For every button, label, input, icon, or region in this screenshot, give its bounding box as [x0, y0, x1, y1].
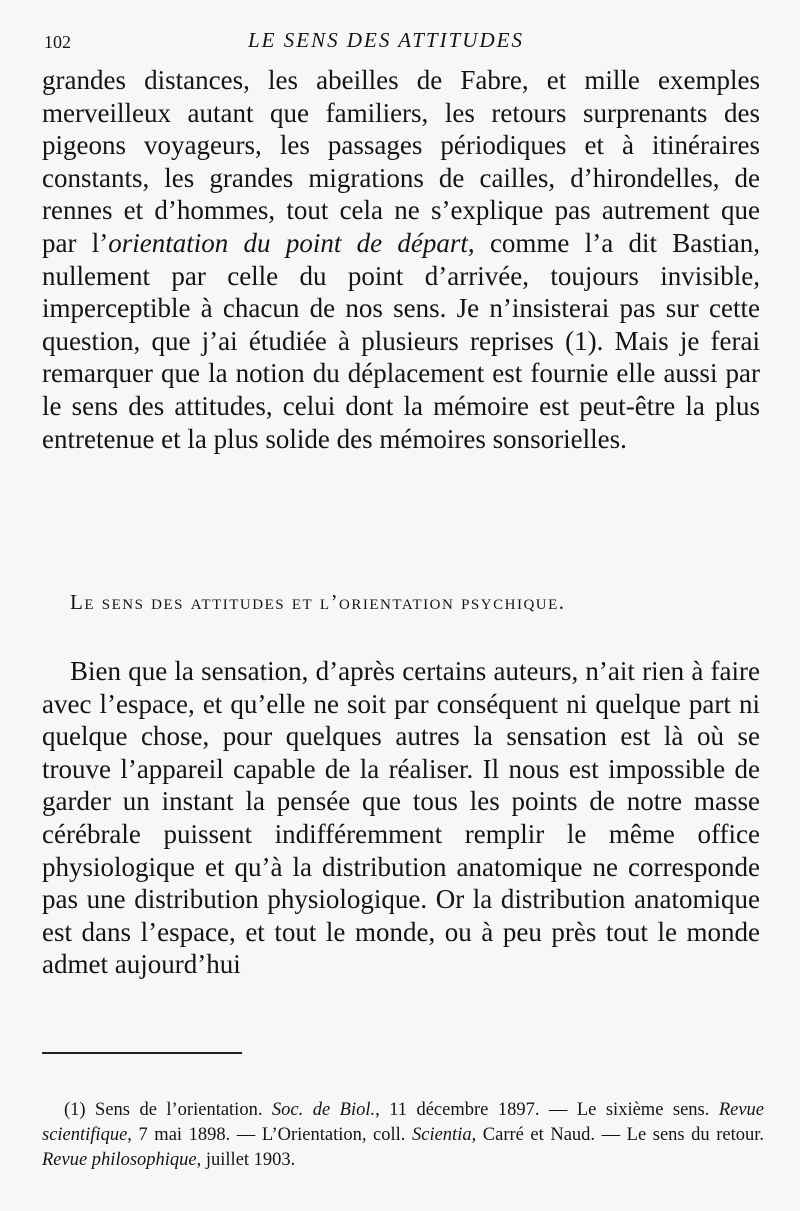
footnote-ref-4: Revue philosophique: [42, 1150, 197, 1170]
footnote-ref-2: Revue scientifique: [42, 1100, 764, 1145]
footnote-text-5: , juillet 1903.: [196, 1150, 296, 1170]
footnote-text-1: Sens de l’orientation.: [85, 1100, 272, 1120]
paragraph-2: Bien que la sensation, d’après certains auteurs, n’ait rien à faire avec l’espace, et qu’elle ne soit par conséquent ni quelque part ni quelque chose, pour quelques autres la sensation est là où se trouve l’appareil capable de la réaliser. Il nous est impossible de garder un instant la pensée que tous les points de notre masse cérébrale puissent indifféremment remplir le même office physiologique et qu’à la distribution anatomique ne corresponde pas une distribution physiologique. Or la distribution anatomique est dans l’espace, et tout le monde, ou à peu près tout le monde admet aujourd’hui: [42, 656, 760, 980]
footnote-text-2: , 11 décembre 1897. — Le sixième sens.: [375, 1100, 719, 1120]
section-heading: Le sens des attitudes et l’orientation psychique.: [70, 590, 566, 614]
paragraph-1: [42, 64, 760, 455]
paragraph-1-emphasis: orientation du point de départ,: [108, 227, 475, 258]
paragraph-1-text-a: grandes distances, les abeilles de Fabre, et mille exemples merveilleux autant que familiers, les retours surprenants des pigeons voyageurs, les passages périodiques et à itinéraires constants, les grandes migrations de cailles, d’hirondelles, de rennes et d’hommes, tout cela ne s’explique pas autrement que par l’: [42, 65, 760, 258]
footnote-text-3: , 7 mai 1898. — L’Orientation, coll.: [127, 1125, 412, 1145]
page-number: 102: [44, 32, 71, 52]
paragraph-1-text-b: comme l’a dit Bastian, nullement par celle du point d’arrivée, toujours invisible, imperceptible à chacun de nos sens. Je n’insisterai pas sur cette question, que j’ai étudiée à plusieurs reprises (1). Mais je ferai remarquer que la notion du déplacement est fournie elle aussi par le sens des attitudes, celui dont la mémoire est peut-être la plus entretenue et la plus solide des mémoires sonsorielles.: [42, 227, 761, 454]
running-head: [0, 28, 800, 58]
footnote-marker: (1): [64, 1100, 86, 1120]
running-title: LE SENS DES ATTITUDES: [248, 28, 524, 52]
footnote-text-4: , Carré et Naud. — Le sens du retour.: [471, 1125, 765, 1145]
footnote-ref-1: Soc. de Biol.: [271, 1100, 376, 1120]
footnote: [42, 1098, 764, 1173]
footnote-ref-3: Scientia: [412, 1125, 472, 1145]
footnote-rule: [42, 1052, 242, 1054]
